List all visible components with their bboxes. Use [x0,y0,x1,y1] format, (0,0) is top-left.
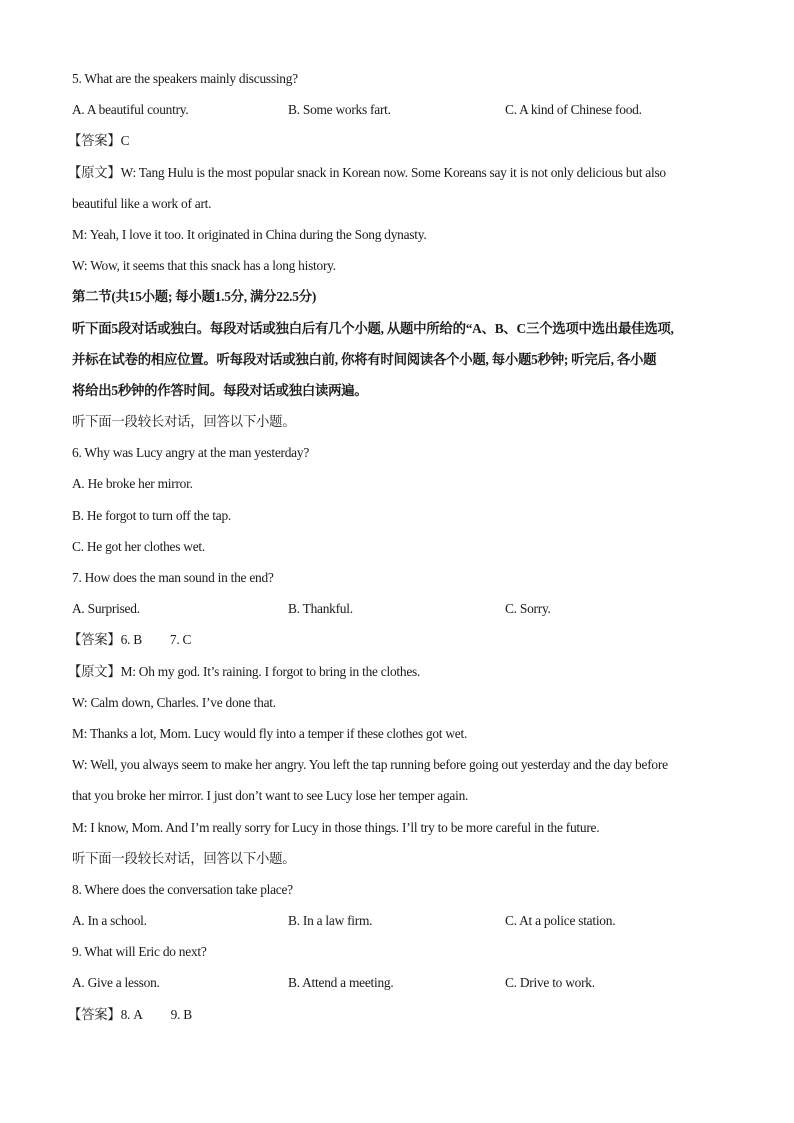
option-a: A. Give a lesson. [72,975,160,991]
option-c: C. A kind of Chinese food. [505,102,642,118]
section-2-instructions-2: 并标在试卷的相应位置。听每段对话或独白前, 你将有时间阅读各个小题, 每小题5秒钟; 听完后, 各小题 [72,351,657,367]
option-b: B. Attend a meeting. [288,975,394,991]
transcript-1-line-1: 【原文】M: Oh my god. It’s raining. I forgot to bring in the clothes. [68,663,421,679]
question-5: 5. What are the speakers mainly discussing? [72,71,298,86]
transcript-5-line-4: W: Wow, it seems that this snack has a long history. [72,258,336,274]
section-2-instructions-1: 听下面5段对话或独白。每段对话或独白后有几个小题, 从题中所给的“A、B、C三个选项中选出最佳选项, [72,320,674,336]
option-c: C. At a police station. [505,913,616,929]
option-b: B. Thankful. [288,601,353,617]
answer-9: 9. B [170,1006,192,1022]
answer-value: C [120,133,130,149]
question-7-options [72,593,732,624]
answer-6-7 [68,624,732,655]
question-8-options [72,905,732,936]
answer-7: 7. C [169,632,192,648]
transcript-label: 【原文】 [68,164,121,180]
exam-page [68,63,732,1030]
answer-6: 6. B [120,632,142,648]
dialog-1-intro: 听下面一段较长对话，回答以下小题。 [72,414,296,430]
option-a: A. In a school. [72,913,147,929]
option-c: C. Sorry. [505,601,551,617]
answer-label: 【答案】 [68,1006,121,1022]
question-9-options [72,967,732,998]
option-b: B. Some works fart. [288,102,391,118]
question-5-options [72,94,732,125]
answer-8: 8. A [120,1006,143,1022]
transcript-label: 【原文】 [68,663,121,679]
transcript-1-line-5: that you broke her mirror. I just don’t want to see Lucy lose her temper again. [72,788,469,804]
question-6-option-a: A. He broke her mirror. [72,476,193,492]
dialog-2-intro: 听下面一段较长对话，回答以下小题。 [72,850,296,866]
answer-5 [68,125,732,156]
option-b: B. In a law firm. [288,913,373,929]
option-a: A. Surprised. [72,601,140,617]
question-8: 8. Where does the conversation take place? [72,881,293,897]
transcript-5-line-3: M: Yeah, I love it too. It originated in China during the Song dynasty. [72,226,427,242]
question-6-option-c: C. He got her clothes wet. [72,538,205,554]
section-2-heading: 第二节(共15小题; 每小题1.5分, 满分22.5分) [72,289,317,305]
transcript-5-line-1: 【原文】W: Tang Hulu is the most popular snack in Korean now. Some Koreans say it is not only delicious but also [68,164,666,180]
transcript-1-line-3: M: Thanks a lot, Mom. Lucy would fly into a temper if these clothes got wet. [72,725,468,741]
question-6: 6. Why was Lucy angry at the man yesterday? [72,445,310,461]
question-7: 7. How does the man sound in the end? [72,570,274,585]
option-c: C. Drive to work. [505,975,595,991]
transcript-1-line-4: W: Well, you always seem to make her angry. You left the tap running before going out yesterday and the day before [72,757,668,773]
transcript-5-line-2: beautiful like a work of art. [72,195,212,211]
transcript-1-line-6: M: I know, Mom. And I’m really sorry for Lucy in those things. I’ll try to be more careful in the future. [72,819,600,835]
answer-label: 【答案】 [68,632,121,648]
question-9: 9. What will Eric do next? [72,944,207,960]
answer-8-9 [68,999,732,1030]
section-2-instructions-3: 将给出5秒钟的作答时间。每段对话或独白读两遍。 [72,382,368,398]
transcript-1-line-2: W: Calm down, Charles. I’ve done that. [72,694,276,710]
answer-label: 【答案】 [68,133,121,149]
question-6-option-b: B. He forgot to turn off the tap. [72,507,231,523]
option-a: A. A beautiful country. [72,102,189,118]
